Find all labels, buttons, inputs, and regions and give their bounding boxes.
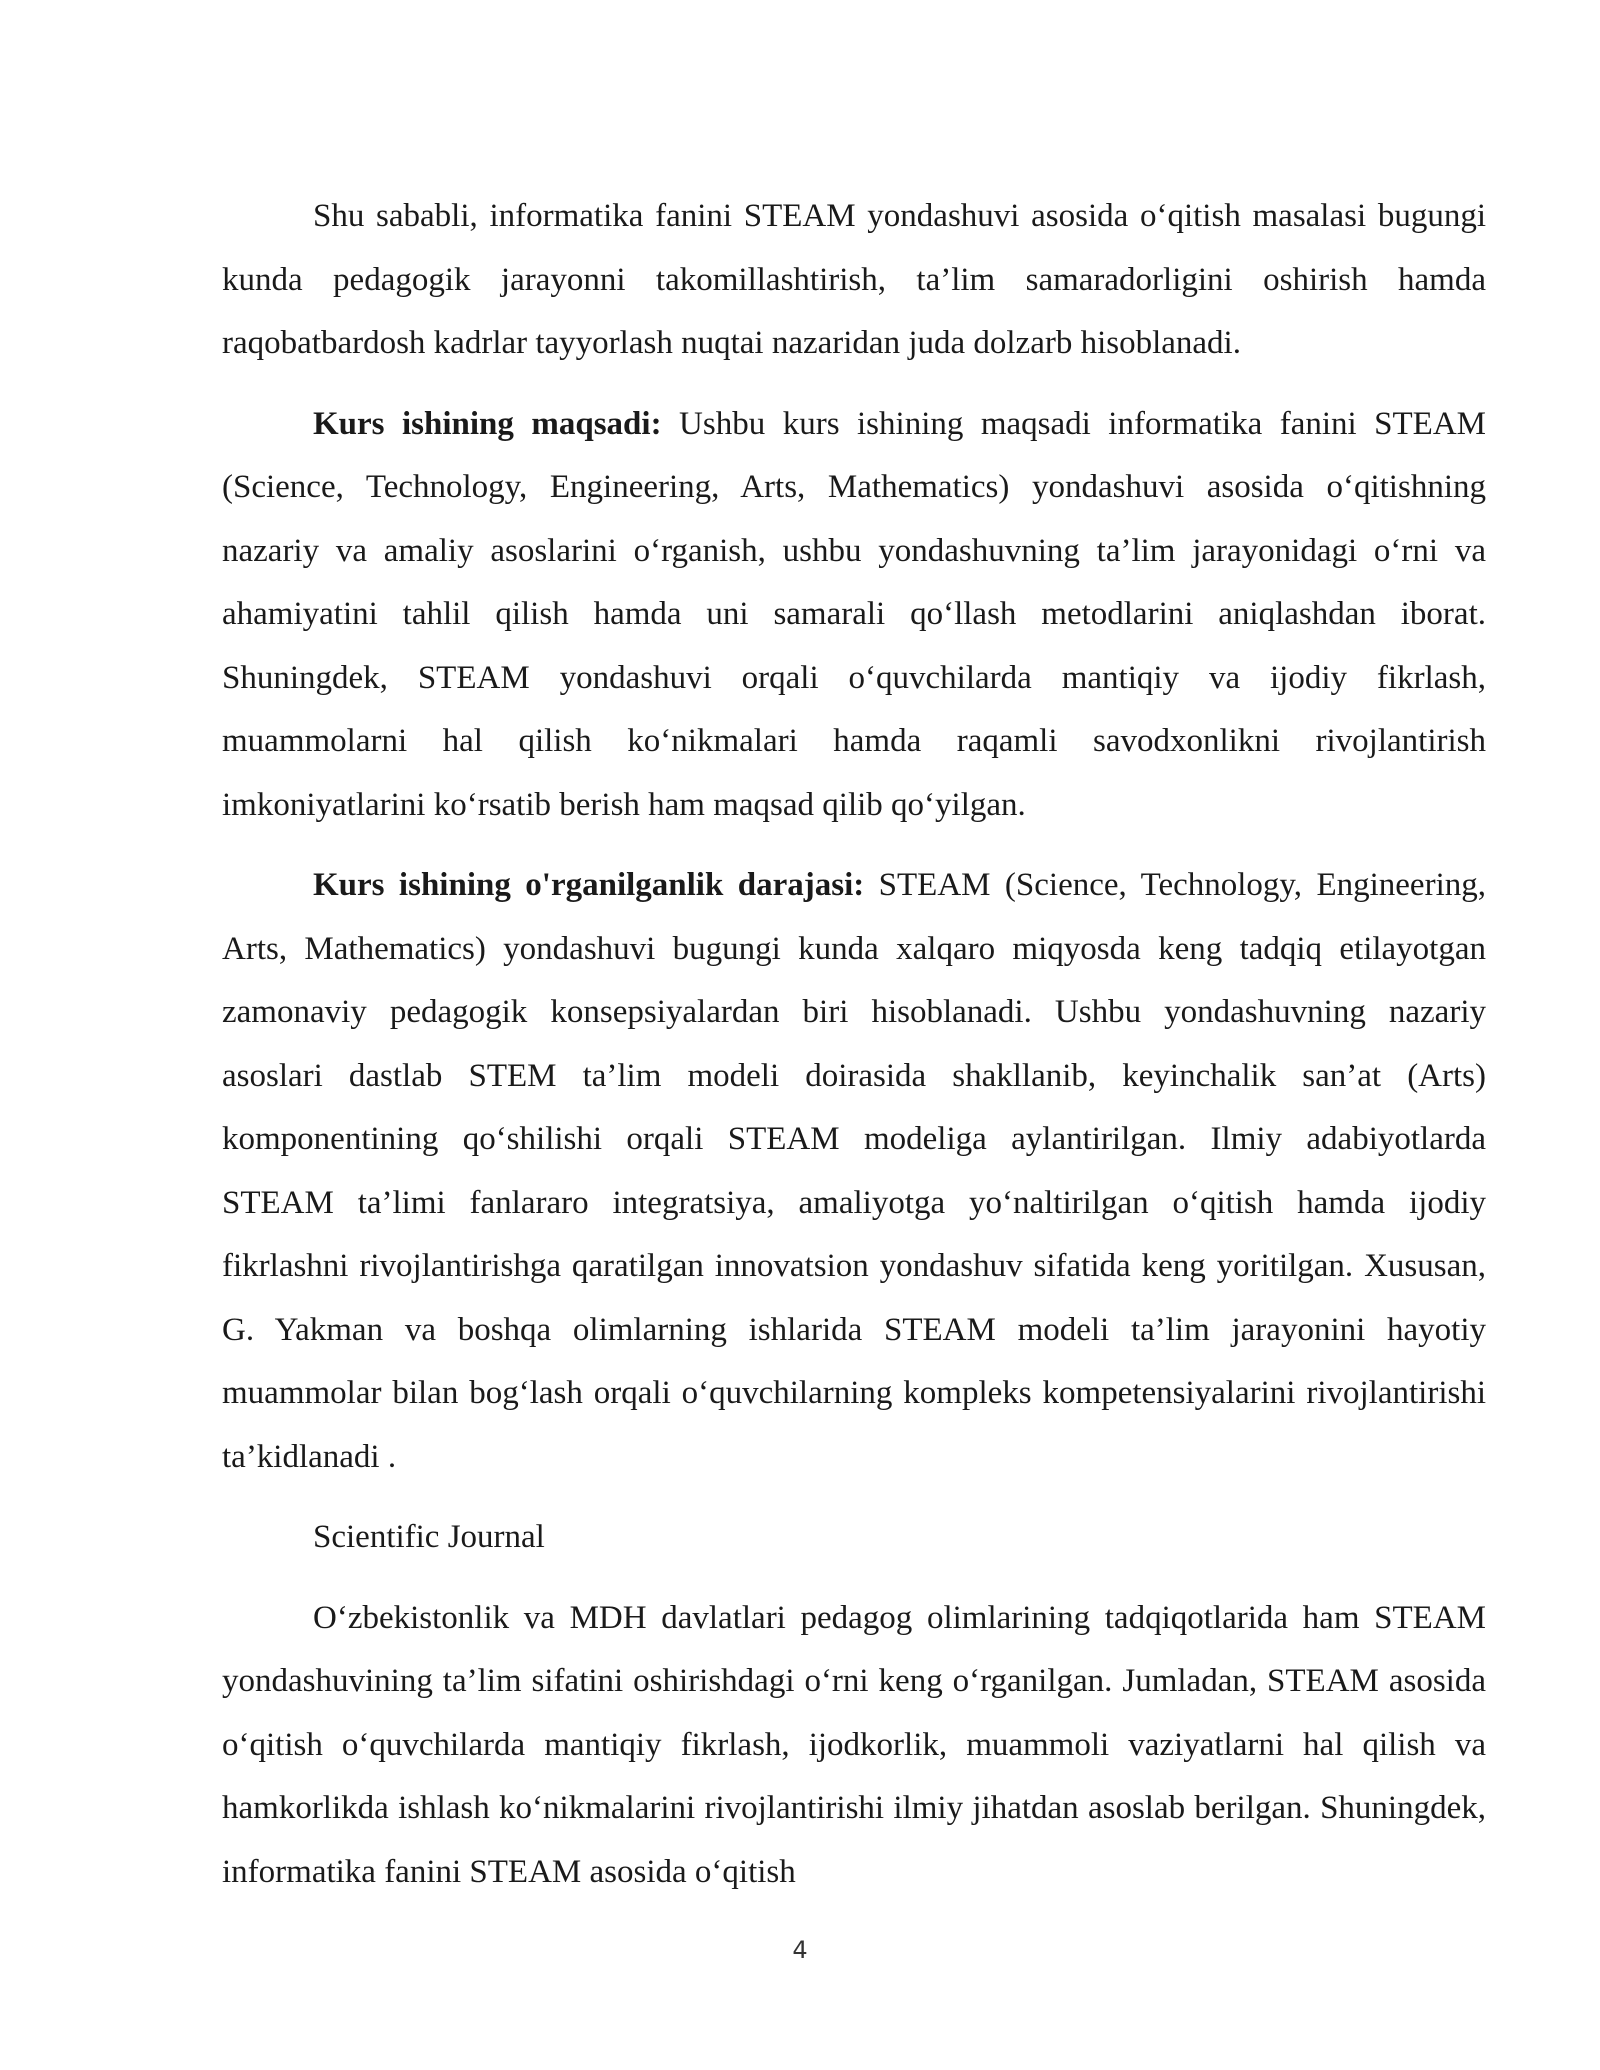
paragraph-goal (222, 393, 1486, 838)
paragraph-goal-heading: Kurs ishining maqsadi: (313, 405, 662, 442)
paragraph-goal-text: Ushbu kurs ishining maqsadi informatika fanini STEAM (Science, Technology, Engineering, Arts, Mathematics) yondashuvi asosida o‘qitishning nazariy va amaliy asoslarini o‘rganish, ushbu yondashuvning ta’lim jarayonidagi o‘rni va ahamiyatini tahlil qilish hamda uni samarali qo‘llash metodlarini aniqlashdan iborat. Shuningdek, STEAM yondashuvi orqali o‘quvchilarda mantiqiy va ijodiy fikrlash, muammolarni hal qilish ko‘nikmalari hamda raqamli savodxonlikni rivojlantirish imkoniyatlarini ko‘rsatib berish ham maqsad qilib qo‘yilgan. (222, 405, 1486, 823)
paragraph-source-note (222, 1506, 1486, 1570)
page-body (222, 185, 1486, 1921)
paragraph-intro (222, 185, 1486, 376)
paragraph-research-level-text: STEAM (Science, Technology, Engineering, Arts, Mathematics) yondashuvi bugungi kunda xalqaro miqyosda keng tadqiq etilayotgan zamonaviy pedagogik konsepsiyalardan biri hisoblanadi. Ushbu yondashuvning nazariy asoslari dastlab STEM ta’lim modeli doirasida shakllanib, keyinchalik san’at (Arts) komponentining qo‘shilishi orqali STEAM modeliga aylantirilgan. Ilmiy adabiyotlarda STEAM ta’limi fanlararo integratsiya, amaliyotga yo‘naltirilgan o‘qitish hamda ijodiy fikrlashni rivojlantirishga qaratilgan innovatsion yondashuv sifatida keng yoritilgan. Xususan, G. Yakman va boshqa olimlarning ishlarida STEAM modeli ta’lim jarayonini hayotiy muammolar bilan bog‘lash orqali o‘quvchilarning kompleks kompetensiyalarini rivojlantirishi ta’kidlanadi . (222, 867, 1486, 1475)
paragraph-research-level-heading: Kurs ishining o'rganilganlik darajasi: (313, 867, 865, 903)
page-number: 4 (792, 1936, 808, 1964)
paragraph-research-level (222, 854, 1486, 1489)
paragraph-regional-research (222, 1587, 1486, 1905)
paragraph-regional-research-text: O‘zbekistonlik va MDH davlatlari pedagog olimlarining tadqiqotlarida ham STEAM yondashuvining ta’lim sifatini oshirishdagi o‘rni keng o‘rganilgan. Jumladan, STEAM asosida o‘qitish o‘quvchilarda mantiqiy fikrlash, ijodkorlik, muammoli vaziyatlarni hal qilish va hamkorlikda ishlash ko‘nikmalarini rivojlantirishi ilmiy jihatdan asoslab berilgan. Shuningdek, informatika fanini STEAM asosida o‘qitish (222, 1599, 1486, 1890)
source-note-text: Scientific Journal (313, 1519, 545, 1555)
paragraph-intro-text: Shu sababli, informatika fanini STEAM yondashuvi asosida o‘qitish masalasi bugungi kunda pedagogik jarayonni takomillashtirish, ta’lim samaradorligini oshirish hamda raqobatbardosh kadrlar tayyorlash nuqtai nazaridan juda dolzarb hisoblanadi. (222, 198, 1486, 361)
